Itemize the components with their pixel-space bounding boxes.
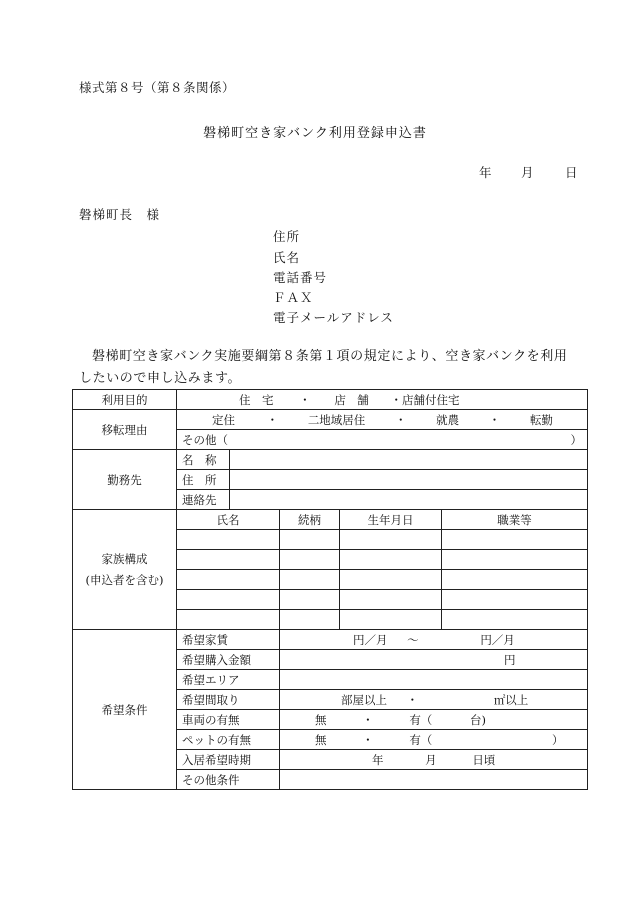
move-in-day: 日頃: [472, 752, 496, 767]
family-col-birth: 生年月日: [340, 510, 442, 530]
family-job-cell[interactable]: [442, 570, 588, 590]
purpose-label: 利用目的: [73, 390, 177, 410]
family-name-cell[interactable]: [177, 550, 280, 570]
date-day-label: 日: [565, 165, 578, 180]
family-header-row: [73, 510, 588, 530]
relocation-options[interactable]: [177, 410, 588, 430]
car-have[interactable]: 有（: [409, 712, 433, 727]
relocation-row-1: [73, 410, 588, 430]
relocation-farming[interactable]: 就農: [436, 412, 460, 427]
car-unit: 台): [469, 712, 486, 727]
car-field[interactable]: [280, 710, 588, 730]
relocation-other-field[interactable]: [177, 430, 588, 450]
pet-have[interactable]: 有（: [409, 732, 433, 747]
relocation-other-close: ）: [570, 432, 583, 447]
conditions-label: 希望条件: [73, 630, 177, 790]
purpose-row: [73, 390, 588, 410]
move-in-field[interactable]: [280, 750, 588, 770]
family-birth-cell[interactable]: [340, 530, 442, 550]
family-col-relation: 続柄: [280, 510, 340, 530]
purpose-options[interactable]: [177, 390, 588, 410]
workplace-address-label: 住 所: [177, 470, 230, 490]
relocation-label: 移転理由: [73, 410, 177, 450]
date-year-label: 年: [479, 165, 492, 180]
rent-tilde: 〜: [407, 632, 419, 647]
rooms-unit: 部屋以上: [341, 692, 387, 707]
purpose-shop[interactable]: 店 舗: [334, 392, 369, 407]
family-birth-cell[interactable]: [340, 550, 442, 570]
family-relation-cell[interactable]: [280, 530, 340, 550]
pet-field[interactable]: [280, 730, 588, 750]
car-label: 車両の有無: [177, 710, 280, 730]
workplace-address-field[interactable]: [230, 470, 588, 490]
application-statement: 磐梯町空き家バンク実施要綱第８条第１項の規定により、空き家バンクを利用したいので申し込みます。: [79, 349, 568, 386]
relocation-dot-3: ・: [488, 412, 501, 427]
family-name-cell[interactable]: [177, 570, 280, 590]
relocation-dot-2: ・: [394, 412, 407, 427]
relocation-dot-1: ・: [266, 412, 279, 427]
rooms-field[interactable]: [280, 690, 588, 710]
purchase-unit: 円: [504, 652, 516, 667]
family-label-line2: (申込者を含む): [85, 573, 164, 587]
workplace-name-row: [73, 450, 588, 470]
pet-close: ）: [551, 732, 564, 747]
workplace-name-field[interactable]: [230, 450, 588, 470]
family-name-cell[interactable]: [177, 590, 280, 610]
relocation-dual[interactable]: 二地域居住: [307, 412, 366, 427]
applicant-address-label: 住所: [273, 229, 301, 244]
family-birth-cell[interactable]: [340, 610, 442, 630]
family-col-name: 氏名: [177, 510, 280, 530]
rent-max-unit: 円／月: [480, 632, 515, 647]
pet-none[interactable]: 無: [315, 732, 327, 747]
other-conditions-field[interactable]: [280, 770, 588, 790]
purpose-house[interactable]: 住 宅: [239, 392, 274, 407]
rent-label: 希望家賃: [177, 630, 280, 650]
family-name-cell[interactable]: [177, 610, 280, 630]
other-conditions-label: その他条件: [177, 770, 280, 790]
family-job-cell[interactable]: [442, 530, 588, 550]
applicant-name-label: 氏名: [273, 250, 301, 265]
family-relation-cell[interactable]: [280, 590, 340, 610]
family-relation-cell[interactable]: [280, 570, 340, 590]
workplace-label: 勤務先: [73, 450, 177, 510]
relocation-other-label: その他（: [182, 432, 228, 447]
addressee: 磐梯町長 様: [79, 207, 161, 222]
move-in-label: 入居希望時期: [177, 750, 280, 770]
workplace-name-label: 名 称: [177, 450, 230, 470]
purchase-label: 希望購入金額: [177, 650, 280, 670]
rent-min-unit: 円／月: [353, 632, 388, 647]
car-none[interactable]: 無: [315, 712, 327, 727]
purpose-dot: ・: [299, 392, 311, 407]
form-number: 様式第８号（第８条関係）: [79, 80, 236, 95]
family-birth-cell[interactable]: [340, 570, 442, 590]
sqm-unit: ㎡以上: [493, 692, 529, 707]
pet-dot: ・: [362, 732, 374, 747]
document-title: 磐梯町空き家バンク利用登録申込書: [203, 126, 427, 141]
applicant-fax-label: ＦＡＸ: [273, 290, 314, 305]
area-field[interactable]: [280, 670, 588, 690]
move-in-year: 年: [372, 752, 384, 767]
applicant-phone-label: 電話番号: [273, 270, 328, 285]
rooms-dot: ・: [406, 692, 419, 707]
family-birth-cell[interactable]: [340, 590, 442, 610]
family-col-job: 職業等: [442, 510, 588, 530]
purpose-shop-house[interactable]: ・店舗付住宅: [390, 392, 460, 407]
rent-field[interactable]: [280, 630, 588, 650]
pet-label: ペットの有無: [177, 730, 280, 750]
family-relation-cell[interactable]: [280, 550, 340, 570]
area-label: 希望エリア: [177, 670, 280, 690]
rent-row: [73, 630, 588, 650]
workplace-contact-label: 連絡先: [177, 490, 230, 510]
relocation-settle[interactable]: 定住: [212, 412, 235, 427]
family-job-cell[interactable]: [442, 590, 588, 610]
family-job-cell[interactable]: [442, 550, 588, 570]
car-dot: ・: [362, 712, 374, 727]
family-label: [73, 510, 177, 630]
applicant-email-label: 電子メールアドレス: [273, 310, 394, 325]
family-job-cell[interactable]: [442, 610, 588, 630]
relocation-transfer[interactable]: 転勤: [529, 412, 553, 427]
application-table: [72, 389, 588, 790]
date-month-label: 月: [521, 165, 534, 180]
move-in-month: 月: [425, 752, 437, 767]
rooms-label: 希望間取り: [177, 690, 280, 710]
family-label-line1: 家族構成: [101, 552, 148, 566]
family-relation-cell[interactable]: [280, 610, 340, 630]
purchase-field[interactable]: [280, 650, 588, 670]
workplace-contact-field[interactable]: [230, 490, 588, 510]
family-name-cell[interactable]: [177, 530, 280, 550]
